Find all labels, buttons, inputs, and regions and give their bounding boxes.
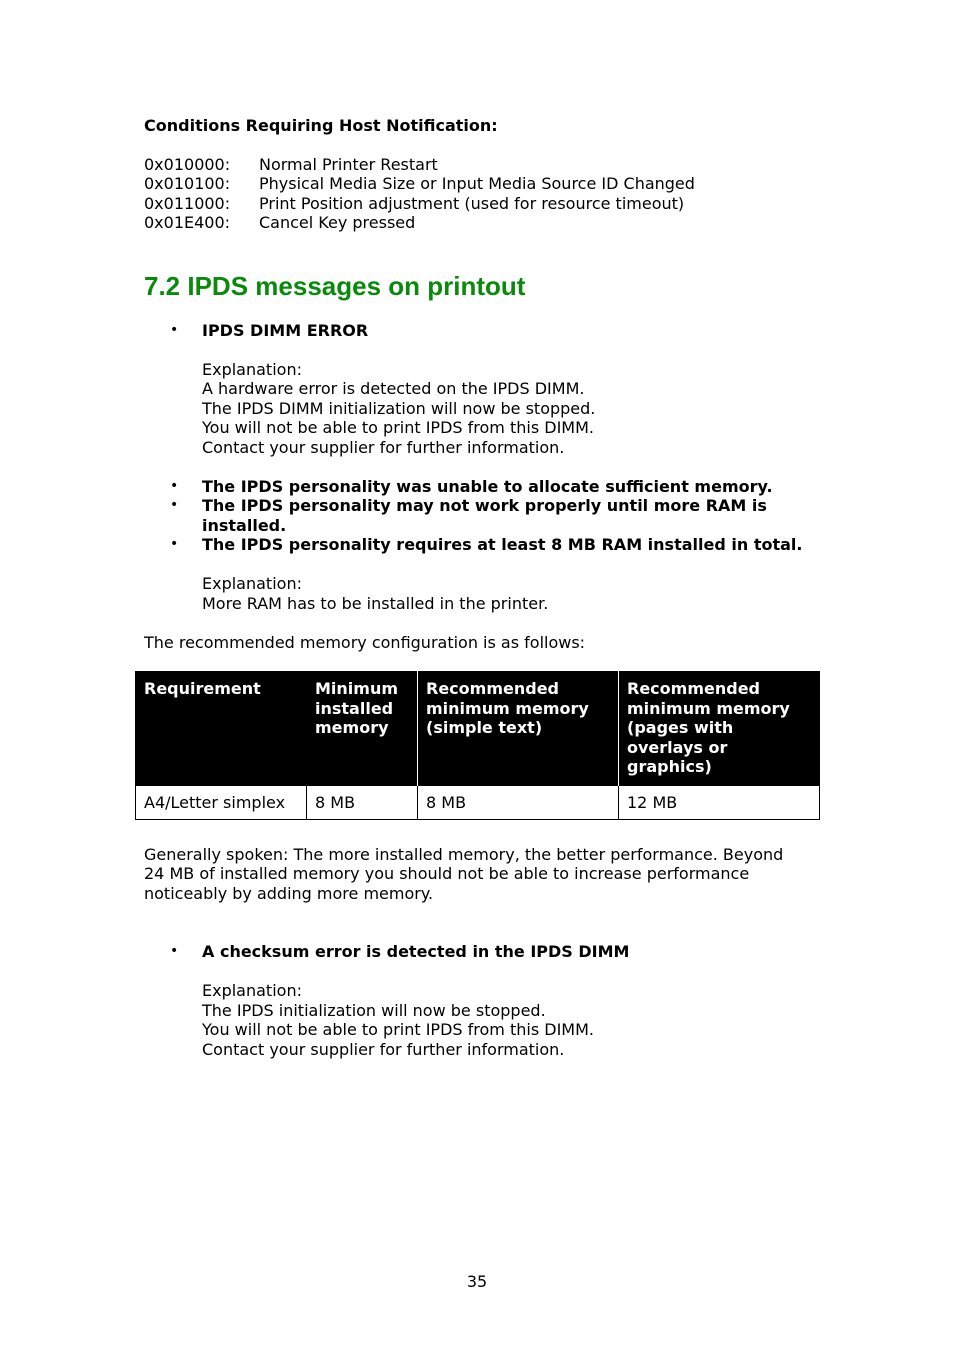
explanation-label: Explanation: bbox=[202, 574, 302, 593]
explanation-line: You will not be able to print IPDS from this DIMM. bbox=[202, 418, 594, 437]
message-title: The IPDS personality requires at least 8 MB RAM installed in total. bbox=[202, 535, 803, 554]
condition-code: 0x01E400: bbox=[144, 213, 231, 232]
recommend-intro: The recommended memory configuration is as follows: bbox=[144, 633, 586, 652]
general-paragraph-line: Generally spoken: The more installed memory, the better performance. Beyond bbox=[144, 845, 784, 864]
message-title: IPDS DIMM ERROR bbox=[202, 321, 369, 340]
explanation-line: The IPDS DIMM initialization will now be stopped. bbox=[202, 399, 596, 418]
message-title: The IPDS personality was unable to allocate sufficient memory. bbox=[202, 477, 773, 496]
table-cell: A4/Letter simplex bbox=[136, 785, 307, 820]
condition-code: 0x011000: bbox=[144, 194, 231, 213]
condition-code: 0x010000: bbox=[144, 155, 231, 174]
header-recommended-simple: Recommended minimum memory (simple text) bbox=[418, 671, 619, 785]
bullet-icon: • bbox=[170, 943, 179, 959]
explanation-label: Explanation: bbox=[202, 360, 302, 379]
bullet-icon: • bbox=[170, 478, 179, 494]
condition-code: 0x010100: bbox=[144, 174, 231, 193]
explanation-line: The IPDS initialization will now be stopped. bbox=[202, 1001, 546, 1020]
message-title: The IPDS personality may not work properly until more RAM is bbox=[202, 496, 767, 515]
condition-desc: Print Position adjustment (used for resource timeout) bbox=[259, 194, 685, 213]
table-header-row bbox=[136, 671, 820, 785]
header-recommended-graphics: Recommended minimum memory (pages with overlays or graphics) bbox=[619, 671, 820, 785]
explanation-line: Contact your supplier for further information. bbox=[202, 438, 565, 457]
header-requirement: Requirement bbox=[136, 671, 307, 785]
explanation-line: A hardware error is detected on the IPDS DIMM. bbox=[202, 379, 585, 398]
explanation-line: More RAM has to be installed in the printer. bbox=[202, 594, 549, 613]
message-title: A checksum error is detected in the IPDS DIMM bbox=[202, 942, 630, 961]
condition-desc: Physical Media Size or Input Media Source ID Changed bbox=[259, 174, 695, 193]
general-paragraph-line: 24 MB of installed memory you should not be able to increase performance bbox=[144, 864, 750, 883]
section-heading: 7.2 IPDS messages on printout bbox=[144, 271, 526, 301]
header-minimum-installed: Minimum installed memory bbox=[307, 671, 418, 785]
explanation-line: You will not be able to print IPDS from this DIMM. bbox=[202, 1020, 594, 1039]
memory-table bbox=[135, 671, 820, 820]
bullet-icon: • bbox=[170, 536, 179, 552]
bullet-icon: • bbox=[170, 322, 179, 338]
explanation-line: Contact your supplier for further information. bbox=[202, 1040, 565, 1059]
table-cell: 8 MB bbox=[418, 785, 619, 820]
table-row bbox=[136, 785, 820, 820]
table-cell: 8 MB bbox=[307, 785, 418, 820]
bullet-icon: • bbox=[170, 497, 179, 513]
condition-desc: Normal Printer Restart bbox=[259, 155, 438, 174]
explanation-label: Explanation: bbox=[202, 981, 302, 1000]
conditions-title: Conditions Requiring Host Notification: bbox=[144, 116, 498, 135]
condition-desc: Cancel Key pressed bbox=[259, 213, 416, 232]
page-number: 35 bbox=[466, 1272, 488, 1291]
message-title-continued: installed. bbox=[202, 516, 287, 535]
table-cell: 12 MB bbox=[619, 785, 820, 820]
general-paragraph-line: noticeably by adding more memory. bbox=[144, 884, 434, 903]
